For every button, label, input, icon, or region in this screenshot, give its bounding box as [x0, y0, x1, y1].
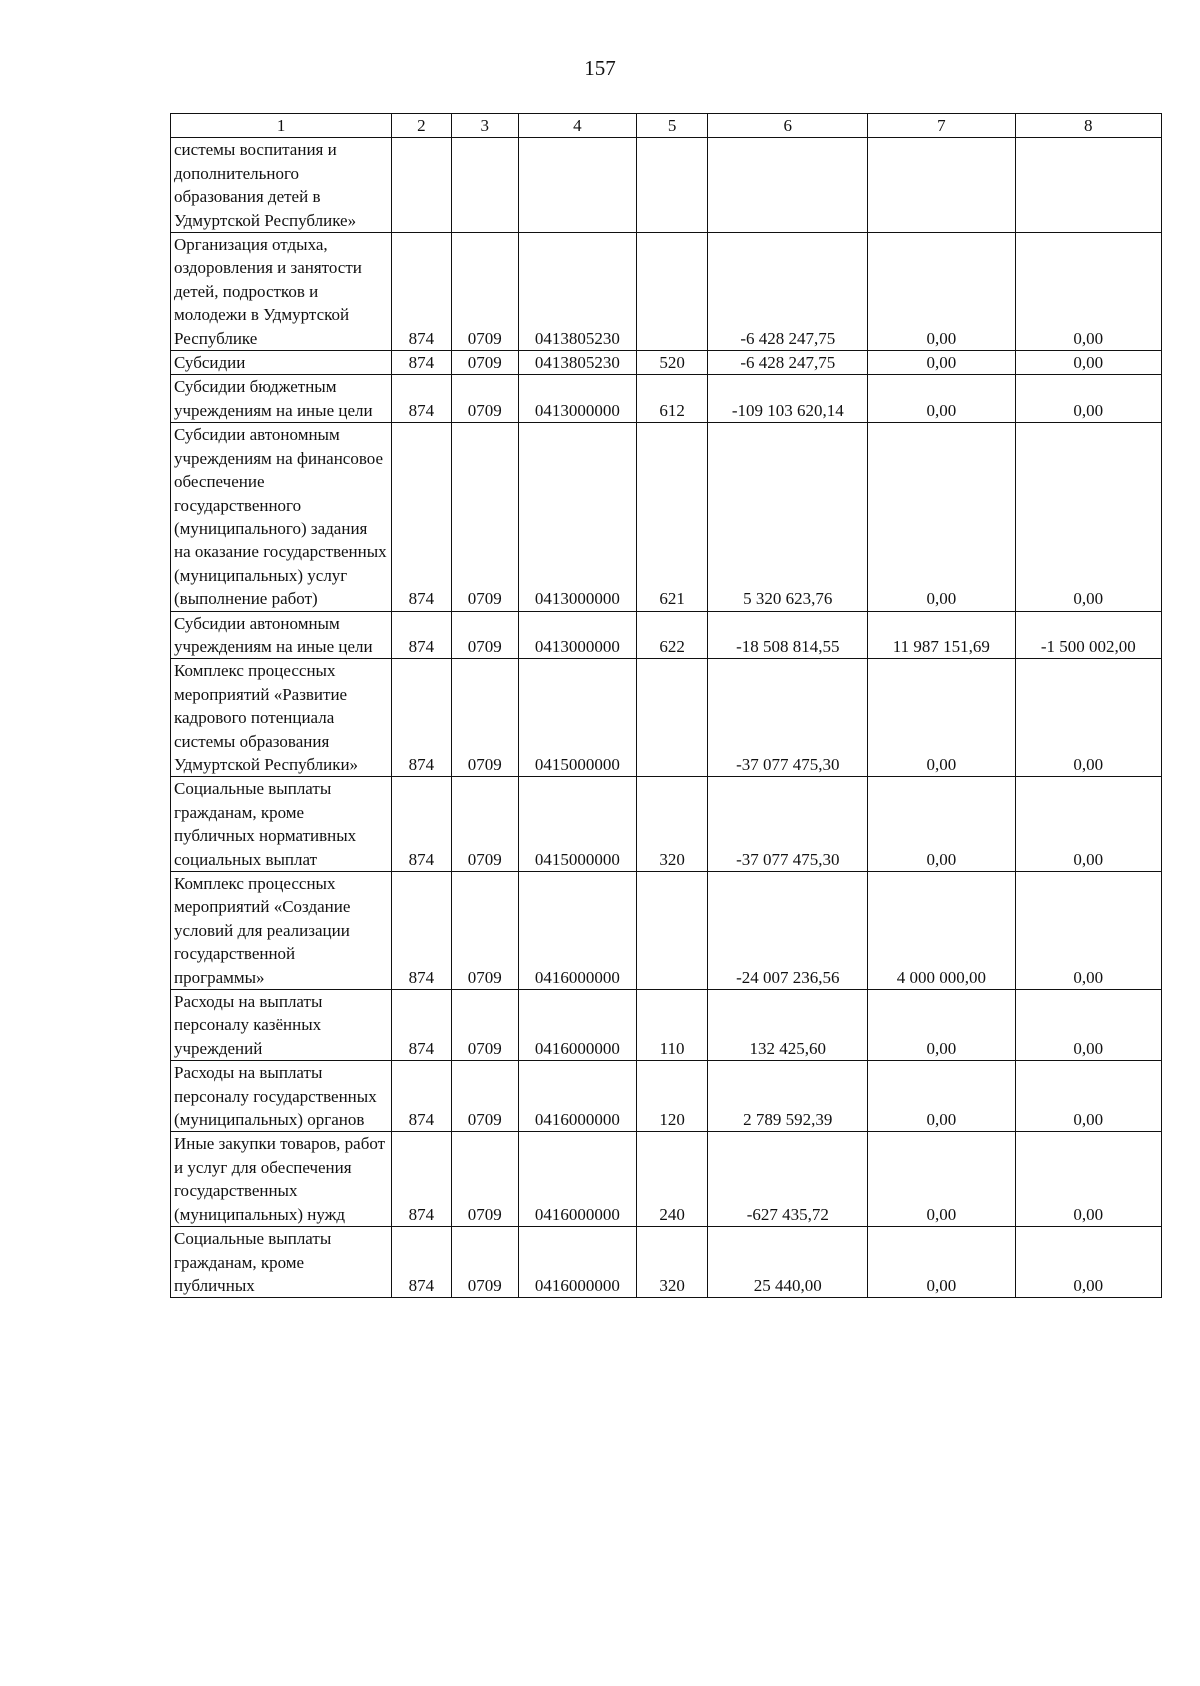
- cell-target-article: 0416000000: [519, 1132, 637, 1227]
- cell-section-code: 0709: [451, 233, 519, 351]
- cell-expense-type: 320: [636, 777, 708, 872]
- header-col-8: 8: [1015, 114, 1161, 138]
- cell-amount-col8: 0,00: [1015, 233, 1161, 351]
- table-row: [171, 1132, 1162, 1227]
- cell-target-article: 0413000000: [519, 423, 637, 611]
- cell-name: Субсидии автономным учреждениям на финансовое обеспечение государственного (муниципального) задания на оказание государственных (муниципальных) услуг (выполнение работ): [171, 423, 392, 611]
- table-row: [171, 1227, 1162, 1298]
- cell-amount-col8: 0,00: [1015, 777, 1161, 872]
- table-row: [171, 611, 1162, 659]
- cell-name: Социальные выплаты гражданам, кроме публичных: [171, 1227, 392, 1298]
- cell-ministry-code: 874: [392, 990, 451, 1061]
- cell-amount-col6: [708, 138, 868, 233]
- cell-name: Комплекс процессных мероприятий «Развитие кадрового потенциала системы образования Удмуртской Республики»: [171, 659, 392, 777]
- cell-amount-col6: -6 428 247,75: [708, 233, 868, 351]
- cell-target-article: 0413000000: [519, 375, 637, 423]
- table-row: [171, 375, 1162, 423]
- cell-ministry-code: 874: [392, 1061, 451, 1132]
- cell-name: Иные закупки товаров, работ и услуг для обеспечения государственных (муниципальных) нужд: [171, 1132, 392, 1227]
- cell-expense-type: 612: [636, 375, 708, 423]
- table-row: [171, 351, 1162, 375]
- cell-amount-col6: -18 508 814,55: [708, 611, 868, 659]
- cell-amount-col7: 0,00: [868, 1132, 1015, 1227]
- cell-name: Организация отдыха, оздоровления и занятости детей, подростков и молодежи в Удмуртской Республике: [171, 233, 392, 351]
- header-col-1: 1: [171, 114, 392, 138]
- cell-target-article: 0413000000: [519, 611, 637, 659]
- cell-amount-col6: 2 789 592,39: [708, 1061, 868, 1132]
- page-number: 157: [584, 56, 616, 80]
- cell-section-code: 0709: [451, 1227, 519, 1298]
- cell-name: системы воспитания и дополнительного образования детей в Удмуртской Республике»: [171, 138, 392, 233]
- cell-section-code: 0709: [451, 659, 519, 777]
- cell-amount-col6: 5 320 623,76: [708, 423, 868, 611]
- cell-amount-col8: 0,00: [1015, 1061, 1161, 1132]
- cell-ministry-code: 874: [392, 1227, 451, 1298]
- table-body: [171, 138, 1162, 1298]
- cell-amount-col6: 132 425,60: [708, 990, 868, 1061]
- cell-amount-col8: [1015, 138, 1161, 233]
- table-header: [171, 114, 1162, 138]
- cell-amount-col6: -37 077 475,30: [708, 659, 868, 777]
- cell-ministry-code: 874: [392, 1132, 451, 1227]
- cell-amount-col8: 0,00: [1015, 351, 1161, 375]
- cell-section-code: 0709: [451, 777, 519, 872]
- table-row: [171, 233, 1162, 351]
- cell-target-article: 0415000000: [519, 659, 637, 777]
- cell-expense-type: [636, 138, 708, 233]
- cell-amount-col7: 0,00: [868, 990, 1015, 1061]
- cell-amount-col7: 0,00: [868, 351, 1015, 375]
- cell-amount-col8: 0,00: [1015, 1132, 1161, 1227]
- cell-ministry-code: 874: [392, 375, 451, 423]
- cell-amount-col7: 0,00: [868, 233, 1015, 351]
- cell-ministry-code: [392, 138, 451, 233]
- cell-amount-col6: -37 077 475,30: [708, 777, 868, 872]
- cell-amount-col6: -24 007 236,56: [708, 872, 868, 990]
- table-row: [171, 777, 1162, 872]
- cell-expense-type: 320: [636, 1227, 708, 1298]
- cell-target-article: 0416000000: [519, 990, 637, 1061]
- cell-amount-col7: 4 000 000,00: [868, 872, 1015, 990]
- cell-amount-col8: 0,00: [1015, 872, 1161, 990]
- cell-amount-col6: -627 435,72: [708, 1132, 868, 1227]
- cell-section-code: 0709: [451, 423, 519, 611]
- cell-name: Социальные выплаты гражданам, кроме публичных нормативных социальных выплат: [171, 777, 392, 872]
- cell-name: Расходы на выплаты персоналу государственных (муниципальных) органов: [171, 1061, 392, 1132]
- cell-amount-col7: 0,00: [868, 1061, 1015, 1132]
- cell-name: Субсидии автономным учреждениям на иные цели: [171, 611, 392, 659]
- header-col-4: 4: [519, 114, 637, 138]
- table-row: [171, 659, 1162, 777]
- cell-expense-type: [636, 659, 708, 777]
- header-row: [171, 114, 1162, 138]
- cell-target-article: 0416000000: [519, 1227, 637, 1298]
- cell-ministry-code: 874: [392, 611, 451, 659]
- cell-section-code: 0709: [451, 375, 519, 423]
- cell-expense-type: 622: [636, 611, 708, 659]
- cell-expense-type: [636, 233, 708, 351]
- cell-name: Комплекс процессных мероприятий «Создание условий для реализации государственной программы»: [171, 872, 392, 990]
- cell-amount-col8: 0,00: [1015, 375, 1161, 423]
- cell-amount-col8: 0,00: [1015, 990, 1161, 1061]
- cell-amount-col7: 0,00: [868, 777, 1015, 872]
- cell-target-article: 0413805230: [519, 351, 637, 375]
- cell-name: Субсидии: [171, 351, 392, 375]
- table-row: [171, 423, 1162, 611]
- cell-target-article: 0416000000: [519, 872, 637, 990]
- cell-amount-col8: 0,00: [1015, 1227, 1161, 1298]
- cell-amount-col7: 0,00: [868, 1227, 1015, 1298]
- cell-amount-col6: -109 103 620,14: [708, 375, 868, 423]
- cell-amount-col8: 0,00: [1015, 659, 1161, 777]
- header-col-5: 5: [636, 114, 708, 138]
- cell-section-code: [451, 138, 519, 233]
- cell-expense-type: 520: [636, 351, 708, 375]
- header-col-2: 2: [392, 114, 451, 138]
- cell-name: Расходы на выплаты персоналу казённых учреждений: [171, 990, 392, 1061]
- cell-section-code: 0709: [451, 990, 519, 1061]
- cell-name: Субсидии бюджетным учреждениям на иные цели: [171, 375, 392, 423]
- cell-ministry-code: 874: [392, 233, 451, 351]
- cell-amount-col7: [868, 138, 1015, 233]
- cell-target-article: 0416000000: [519, 1061, 637, 1132]
- header-col-6: 6: [708, 114, 868, 138]
- cell-target-article: 0415000000: [519, 777, 637, 872]
- table-row: [171, 872, 1162, 990]
- cell-amount-col8: -1 500 002,00: [1015, 611, 1161, 659]
- table-row: [171, 1061, 1162, 1132]
- cell-amount-col7: 0,00: [868, 659, 1015, 777]
- cell-amount-col7: 0,00: [868, 375, 1015, 423]
- cell-expense-type: 240: [636, 1132, 708, 1227]
- cell-amount-col8: 0,00: [1015, 423, 1161, 611]
- cell-target-article: 0413805230: [519, 233, 637, 351]
- cell-section-code: 0709: [451, 1061, 519, 1132]
- budget-table: [170, 113, 1162, 1298]
- table-row: [171, 990, 1162, 1061]
- cell-expense-type: 621: [636, 423, 708, 611]
- cell-expense-type: [636, 872, 708, 990]
- cell-amount-col6: 25 440,00: [708, 1227, 868, 1298]
- cell-expense-type: 120: [636, 1061, 708, 1132]
- cell-section-code: 0709: [451, 351, 519, 375]
- cell-amount-col6: -6 428 247,75: [708, 351, 868, 375]
- cell-ministry-code: 874: [392, 872, 451, 990]
- cell-section-code: 0709: [451, 1132, 519, 1227]
- cell-ministry-code: 874: [392, 423, 451, 611]
- header-col-3: 3: [451, 114, 519, 138]
- cell-amount-col7: 0,00: [868, 423, 1015, 611]
- table-row: [171, 138, 1162, 233]
- cell-expense-type: 110: [636, 990, 708, 1061]
- cell-target-article: [519, 138, 637, 233]
- cell-section-code: 0709: [451, 872, 519, 990]
- cell-ministry-code: 874: [392, 351, 451, 375]
- cell-ministry-code: 874: [392, 659, 451, 777]
- cell-section-code: 0709: [451, 611, 519, 659]
- header-col-7: 7: [868, 114, 1015, 138]
- cell-amount-col7: 11 987 151,69: [868, 611, 1015, 659]
- cell-ministry-code: 874: [392, 777, 451, 872]
